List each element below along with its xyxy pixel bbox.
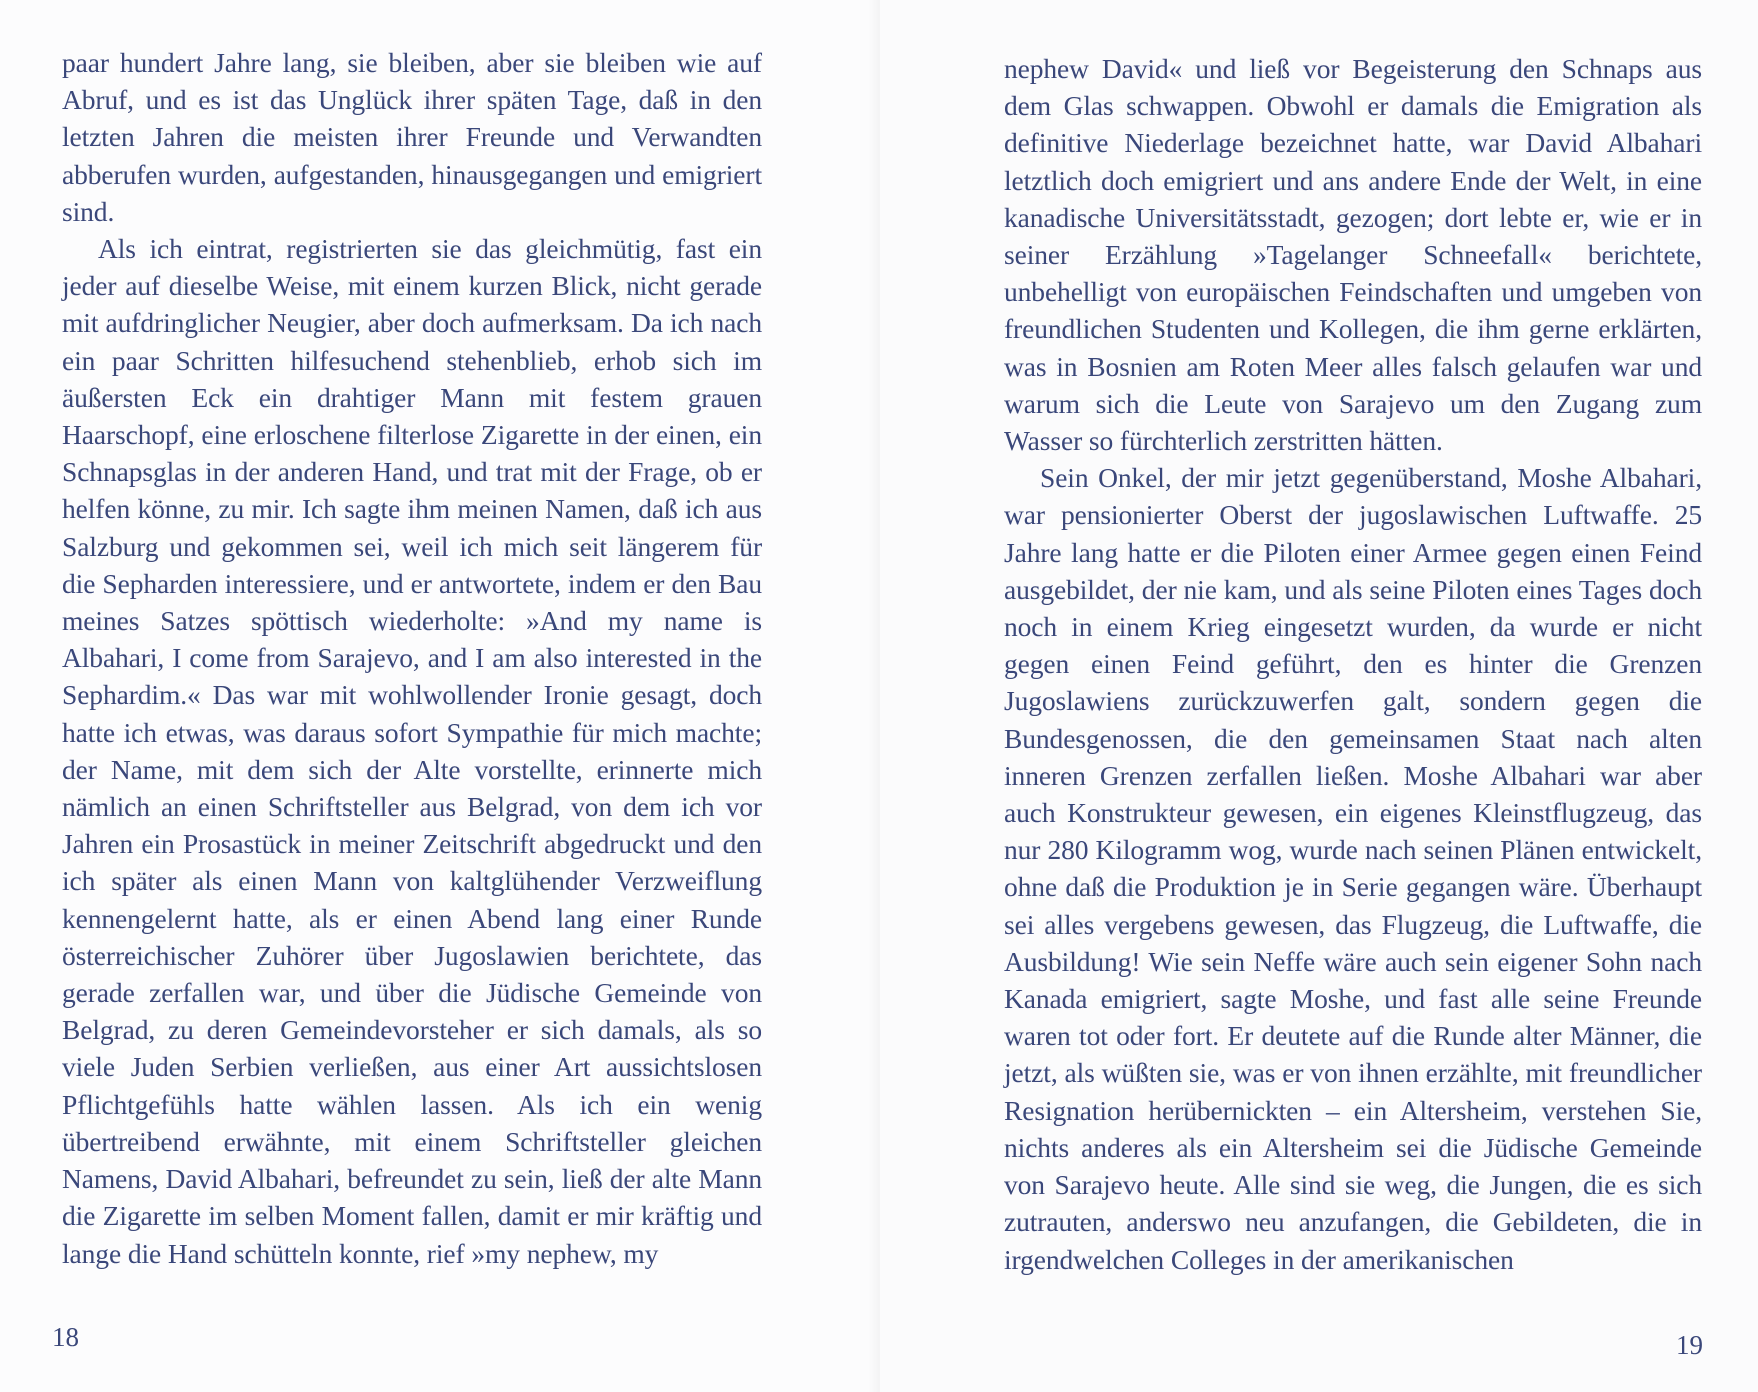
right-page-number: 19	[1676, 1330, 1703, 1360]
left-paragraph-2: Als ich eintrat, registrierten sie das gleichmütig, fast ein jeder auf dieselbe Weise, mit einem kurzen Blick, nicht gerade mit aufdringlicher Neugier, aber doch aufmerksam. Da ich nach ein paar Schritten hilfesuchend stehenblieb, erhob sich im äußersten Eck ein drahtiger Mann mit festem grauen Haarschopf, eine erloschene filterlose Zigarette in der einen, ein Schnapsglas in der anderen Hand, und trat mit der Frage, ob er helfen könne, zu mir. Ich sagte ihm meinen Namen, daß ich aus Salzburg und gekommen sei, weil ich mich seit längerem für die Sepharden interessiere, und er antwortete, indem er den Bau meines Satzes spöttisch wiederholte: »And my name is Albahari, I come from Sarajevo, and I am also interested in the Sephardim.« Das war mit wohlwollender Ironie gesagt, doch hatte ich etwas, was daraus sofort Sympathie für mich machte; der Name, mit dem sich der Alte vorstellte, erinnerte mich nämlich an einen Schriftsteller aus Belgrad, von dem ich vor Jahren ein Prosastück in meiner Zeitschrift abgedruckt und den ich später als einen Mann von kaltglühender Verzweiflung kennengelernt hatte, als er einen Abend lang einer Runde österreichischer Zuhörer über Jugoslawien berichtete, das gerade zerfallen war, und über die Jüdische Gemeinde von Belgrad, zu deren Gemeindevorsteher er sich damals, als so viele Juden Serbien verließen, aus einer Art aussichtslosen Pflichtgefühls hatte wählen lassen. Als ich ein wenig übertreibend erwähnte, mit einem Schriftsteller gleichen Namens, David Albahari, befreundet zu sein, ließ der alte Mann die Zigarette im selben Moment fallen, damit er mir kräftig und lange die Hand schütteln konnte, rief »my nephew, my	[62, 233, 762, 1269]
right-paragraph-2: Sein Onkel, der mir jetzt gegenüberstand, Moshe Albahari, war pensionierter Oberst der jugoslawischen Luftwaffe. 25 Jahre lang hatte er die Piloten einer Armee gegen einen Feind ausgebildet, der nie kam, und als seine Piloten eines Tages doch noch in einem Krieg eingesetzt wurden, da wurde er nicht gegen einen Feind geführt, den es hinter die Grenzen Jugoslawiens zurückzuwerfen galt, sondern gegen die Bundesgenossen, die den gemeinsamen Staat nach alten inneren Grenzen zerfallen ließen. Moshe Albahari war aber auch Konstrukteur gewesen, ein eigenes Kleinstflugzeug, das nur 280 Kilogramm wog, wurde nach seinen Plänen entwickelt, ohne daß die Produktion je in Serie gegangen wäre. Überhaupt sei alles vergebens gewesen, das Flugzeug, die Luftwaffe, die Ausbildung! Wie sein Neffe wäre auch sein eigener Sohn nach Kanada emigriert, sagte Moshe, und fast alle seine Freunde waren tot oder fort. Er deutete auf die Runde alter Männer, die jetzt, als wüßten sie, was er von ihnen erzählte, mit freundlicher Resignation herübernickten – ein Altersheim, verstehen Sie, nichts anderes als ein Altersheim sei die Jüdische Gemeinde von Sarajevo heute. Alle sind sie weg, die Jungen, die es sich zutrauten, anderswo neu anzufangen, die Gebildeten, die in irgendwelchen Colleges in der amerikanischen	[1004, 462, 1702, 1275]
right-paragraph-1: nephew David« und ließ vor Begeisterung den Schnaps aus dem Glas schwappen. Obwohl er damals die Emigration als definitive Niederlage bezeichnet hatte, war David Albahari letztlich doch emigriert und ans andere Ende der Welt, in eine kanadische Universitätsstadt, gezogen; dort lebte er, wie er in seiner Erzählung »Tagelanger Schneefall« berichtete, unbehelligt von europäischen Feindschaften und umgeben von freundlichen Studenten und Kollegen, die ihm gerne erklärten, was in Bosnien am Roten Meer alles falsch gelaufen war und warum sich die Leute von Sarajevo um den Zugang zum Wasser so fürchterlich zerstritten hätten.	[1004, 53, 1702, 457]
left-page-text	[62, 44, 762, 1272]
left-paragraph-1: paar hundert Jahre lang, sie bleiben, aber sie bleiben wie auf Abruf, und es ist das Unglück ihrer späten Tage, daß in den letzten Jahren die meisten ihrer Freunde und Verwandten abberufen wurden, aufgestanden, hinausgegangen und emigriert sind.	[62, 47, 762, 227]
left-page-number: 18	[52, 1322, 79, 1352]
right-page-text	[1004, 50, 1702, 1278]
